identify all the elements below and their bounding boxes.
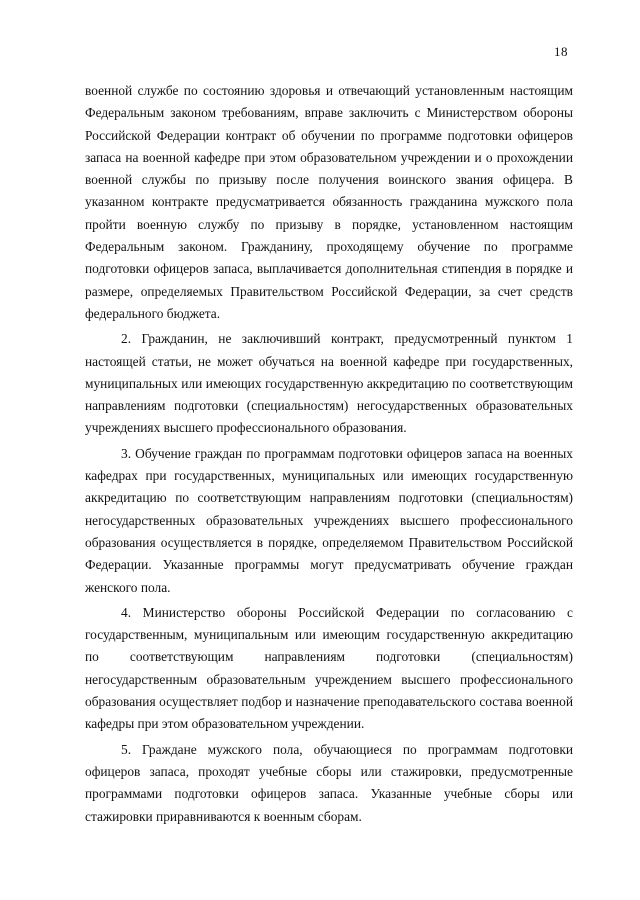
document-body	[85, 80, 573, 831]
paragraph-5: 5. Граждане мужского пола, обучающиеся по программам подготовки офицеров запаса, проходят учебные сборы или стажировки, предусмотренные программами подготовки офицеров запаса. Указанные учебные сборы или стажировки приравниваются к военным сборам.	[85, 741, 573, 824]
paragraph-2: 2. Гражданин, не заключивший контракт, предусмотренный пунктом 1 настоящей статьи, не может обучаться на военной кафедре при государственных, муниципальных или имеющих государственную аккредитацию по соответствующим направлениям подготовки (специальностям) негосударственных образовательных учреждениях высшего профессионального образования.	[85, 331, 573, 436]
paragraph-3: 3. Обучение граждан по программам подготовки офицеров запаса на военных кафедрах при государственных, муниципальных или имеющих государственную аккредитацию по соответствующим направлениям подготовки (специальностям) негосударственных образовательных учреждениях высшего профессионального образования осуществляется в порядке, определяемом Правительством Российской Федерации. Указанные программы могут предусматривать обучение граждан женского пола.	[85, 445, 573, 595]
page-number: 18	[554, 44, 568, 59]
paragraph-1-continuation: военной службе по состоянию здоровья и отвечающий установленным настоящим Федеральным законом требованиям, вправе заключить с Министерством обороны Российской Федерации контракт об обучении по программе подготовки офицеров запаса на военной кафедре при этом образовательном учреждении и о прохождении военной службы по призыву после получения воинского звания офицера. В указанном контракте предусматривается обязанность гражданина мужского пола пройти военную службу по призыву в порядке, установленном настоящим Федеральным законом. Гражданину, проходящему обучение по программе подготовки офицеров запаса, выплачивается дополнительная стипендия в порядке и размере, определяемых Правительством Российской Федерации, за счет средств федерального бюджета.	[85, 83, 573, 321]
paragraph-4: 4. Министерство обороны Российской Федерации по согласованию с государственным, муниципальным или имеющим государственную аккредитацию по соответствующим направлениям подготовки (специальностям) негосударственным образовательным учреждением высшего профессионального образования осуществляет подбор и назначение преподавательского состава военной кафедры при этом образовательном учреждении.	[85, 604, 573, 732]
